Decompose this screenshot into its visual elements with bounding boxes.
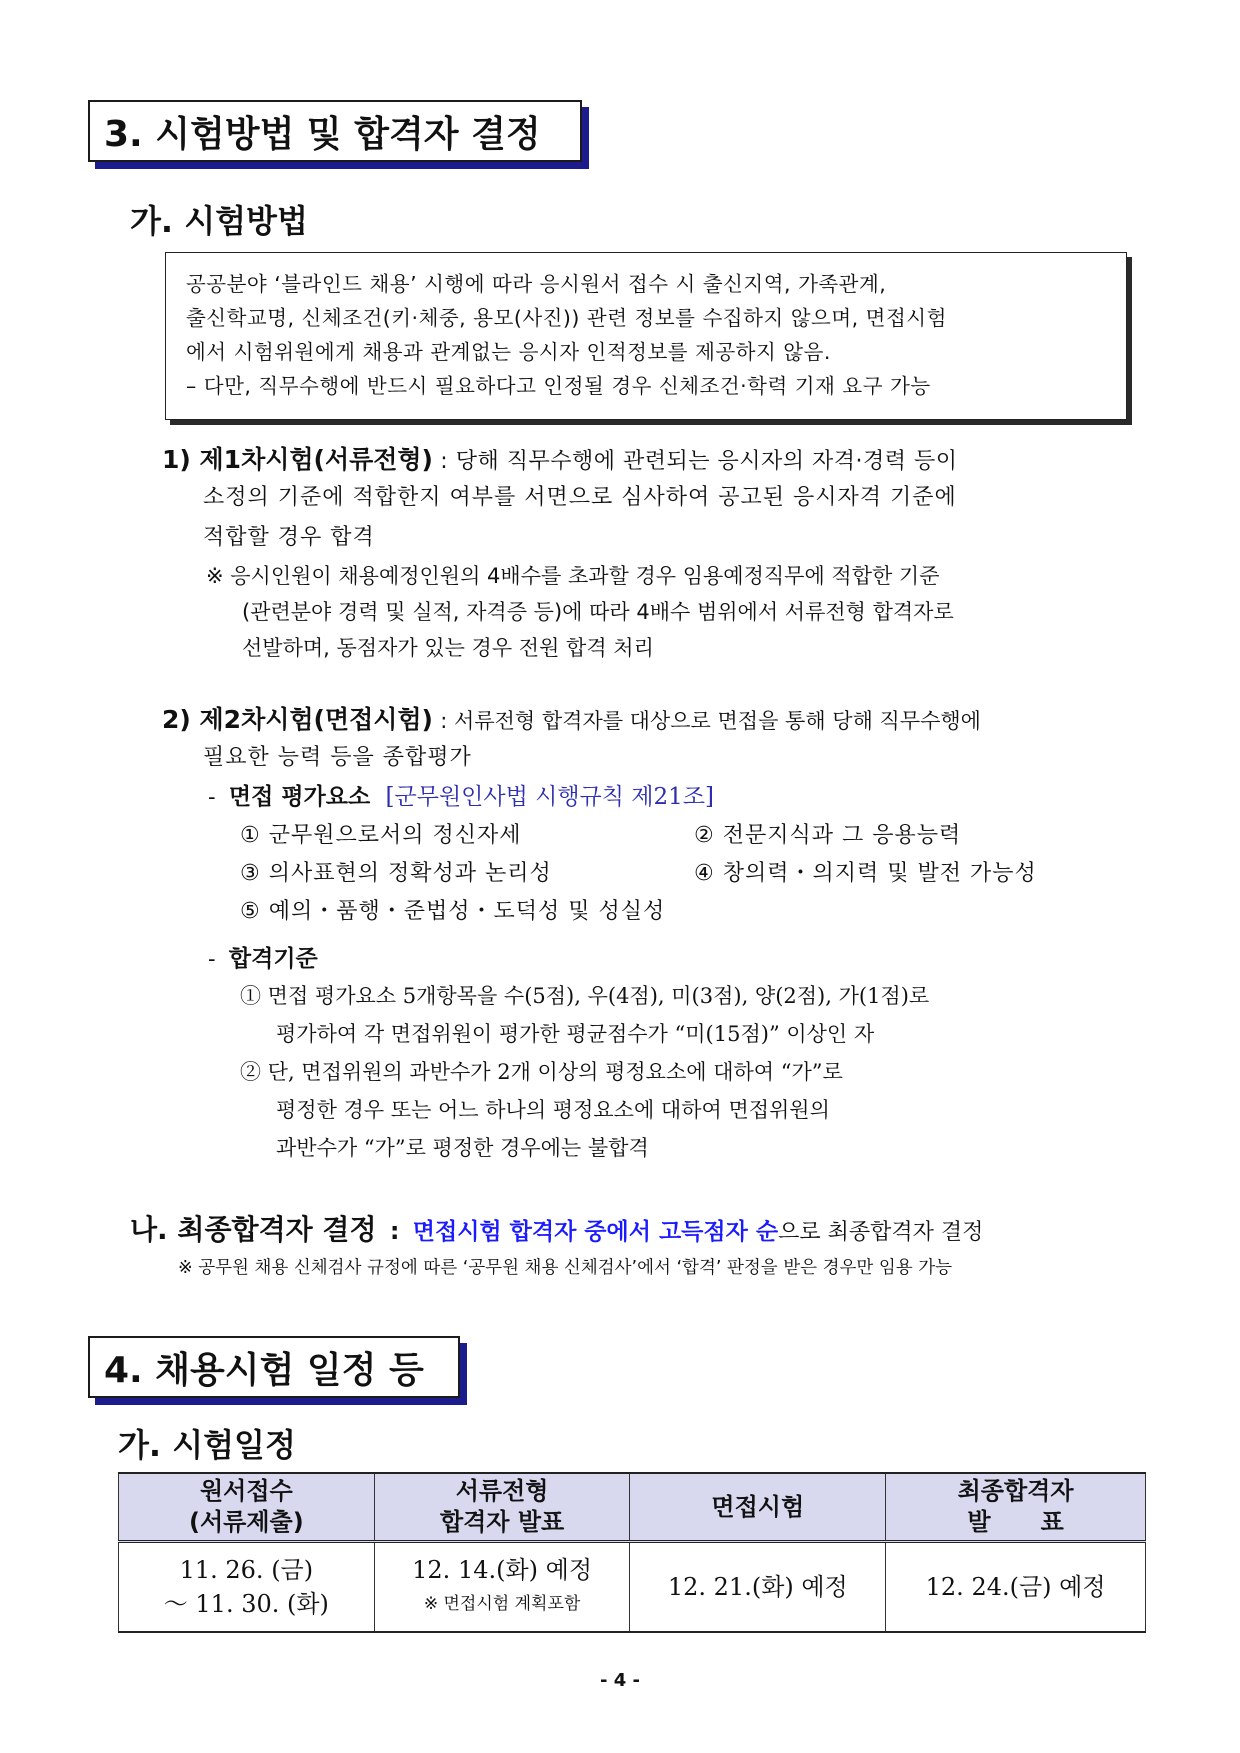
schedule-data-row [119,1542,1146,1633]
final-decision-highlight: 면접시험 합격자 중에서 고득점자 순 [412,1219,779,1245]
pass-criterion-2a: ② 단, 면접위원의 과반수가 2개 이상의 평정요소에 대하여 “가”로 [240,1060,843,1084]
eval-item: ② 전문지식과 그 응용능력 [694,823,962,848]
eval-item: ③ 의사표현의 정확성과 논리성 [240,861,552,886]
pass-criteria-heading [208,940,318,973]
eval-item: ① 군무원으로서의 정신자세 [240,823,522,848]
notice-line: 출신학교명, 신체조건(키·체중, 용모(사진)) 관련 정보를 수집하지 않으며, 면접시험 [186,306,947,330]
table-cell [119,1542,375,1633]
page-number: - 4 - [600,1670,640,1691]
first-exam-note-3: 선발하며, 동점자가 있는 경우 전원 합격 처리 [242,636,654,660]
cell-line: 12. 14.(화) 예정 [412,1556,593,1584]
eval-factors-ref: [군무원인사법 시행규칙 제21조] [385,784,714,810]
eval-item: ⑤ 예의・품행・준법성・도덕성 및 성실성 [240,899,666,924]
section-3-title: 3. 시험방법 및 합격자 결정 [104,113,541,155]
cell-line: 11. 26. (금) [179,1556,314,1584]
first-exam-note-1: ※ 응시인원이 채용예정인원의 4배수를 초과할 경우 임용예정직무에 적합한 기준 [206,564,940,588]
header-line: 최종합격자 [957,1477,1074,1505]
schedule-table [118,1472,1146,1633]
eval-factors-label: 면접 평가요소 [228,784,371,810]
first-exam-note-2: (관련분야 경력 및 실적, 자격증 등)에 따라 4배수 범위에서 서류전형 합격자로 [242,600,954,624]
final-decision-line [130,1208,983,1248]
second-exam-desc: : 서류전형 합격자를 대상으로 면접을 통해 당해 직무수행에 [440,709,981,733]
cell-line: 12. 24.(금) 예정 [925,1573,1106,1601]
final-decision-colon: : [389,1217,400,1245]
table-cell [630,1542,886,1633]
blind-hiring-notice [165,252,1127,420]
section-4-title: 4. 채용시험 일정 등 [104,1349,424,1391]
eval-factors-heading [208,778,714,811]
header-cell [119,1473,375,1542]
pass-criterion-2b: 평정한 경우 또는 어느 하나의 평정요소에 대하여 면접위원의 [276,1098,830,1122]
eval-dash: - [208,785,216,809]
pass-criterion-1b: 평가하여 각 면접위원이 평가한 평균점수가 “미(15점)” 이상인 자 [276,1022,875,1046]
header-line: 합격자 발표 [439,1508,565,1536]
section-3-title-box [88,100,582,162]
first-exam-heading [162,440,957,476]
header-cell [374,1473,630,1542]
first-exam-desc-3: 적합할 경우 합격 [203,525,375,550]
table-cell [374,1542,630,1633]
schedule-subtitle: 가. 시험일정 [118,1426,296,1464]
notice-line: 공공분야 ‘블라인드 채용’ 시행에 따라 응시원서 접수 시 출신지역, 가족관계, [186,272,887,296]
pass-criteria-label: 합격기준 [228,946,318,972]
header-cell [886,1473,1146,1542]
method-subtitle: 가. 시험방법 [130,202,308,240]
notice-line: – 다만, 직무수행에 반드시 필요하다고 인정될 경우 신체조건·학력 기재 요구 가능 [186,374,931,398]
first-exam-desc: : 당해 직무수행에 관련되는 응시자의 자격·경력 등이 [440,449,958,474]
pass-criterion-1a: ① 면접 평가요소 5개항목을 수(5점), 우(4점), 미(3점), 양(2점), 가(1점)로 [240,984,930,1008]
notice-line: 에서 시험위원에게 채용과 관계없는 응시자 인적정보를 제공하지 않음. [186,340,831,364]
pass-dash: - [208,947,216,971]
final-decision-note: ※ 공무원 채용 신체검사 규정에 따른 ‘공무원 채용 신체검사’에서 ‘합격’ 판정을 받은 경우만 임용 가능 [178,1258,953,1278]
section-4-title-box [88,1336,460,1398]
final-decision-rest: 으로 최종합격자 결정 [778,1220,984,1245]
second-exam-label: 2) 제2차시험(면접시험) [162,705,433,734]
final-decision-title: 나. 최종합격자 결정 [130,1213,377,1246]
schedule-header-row [119,1473,1146,1542]
eval-item: ④ 창의력・의지력 및 발전 가능성 [694,861,1037,886]
first-exam-label: 1) 제1차시험(서류전형) [162,445,433,474]
first-exam-desc-2: 소정의 기준에 적합한지 여부를 서면으로 심사하여 공고된 응시자격 기준에 [203,485,957,510]
pass-criterion-2c: 과반수가 “가”로 평정한 경우에는 불합격 [276,1136,649,1160]
header-line: (서류제출) [189,1508,304,1536]
header-line: 서류전형 [455,1477,549,1505]
header-line: 발 표 [967,1508,1064,1536]
cell-line: ～ 11. 30. (화) [163,1590,329,1618]
table-cell [886,1542,1146,1633]
header-line: 원서접수 [199,1477,293,1505]
cell-note: ※ 면접시험 계획포함 [423,1594,581,1614]
header-line: 면접시험 [711,1492,805,1521]
cell-line: 12. 21.(화) 예정 [667,1573,848,1601]
second-exam-desc-2: 필요한 능력 등을 종합평가 [203,745,472,770]
second-exam-heading [162,700,981,736]
header-cell [630,1473,886,1542]
